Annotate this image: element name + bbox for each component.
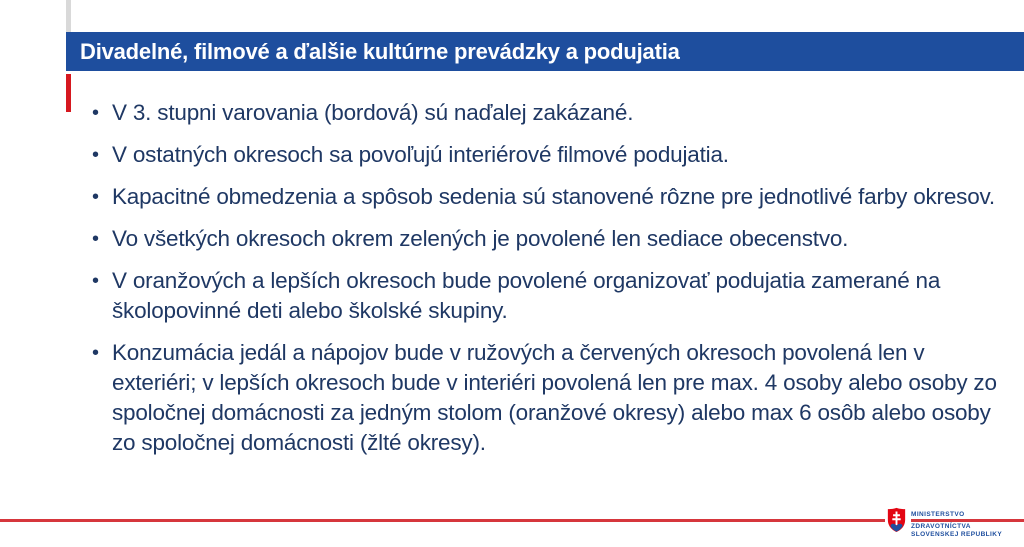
bullet-marker: • (92, 270, 99, 292)
bullet-text: Kapacitné obmedzenia a spôsob sedenia sú stanovené rôzne pre jednotlivé farby okresov. (112, 184, 995, 209)
bullet-list (92, 98, 1014, 458)
list-item (92, 98, 1014, 128)
bullet-text: V ostatných okresoch sa povoľujú interiérové filmové podujatia. (112, 142, 729, 167)
bullet-marker: • (92, 102, 99, 124)
bullet-text: Vo všetkých okresoch okrem zelených je povolené len sediace obecenstvo. (112, 226, 849, 251)
ministry-wordmark (911, 511, 1002, 539)
list-item (92, 224, 1014, 254)
ministry-line-2: ZDRAVOTNÍCTVA (911, 523, 971, 530)
top-gray-accent-bar (66, 0, 71, 32)
bullet-text: Konzumácia jedál a nápojov bude v ružových a červených okresoch povolená len v exteriéri; v lepších okresoch bude v interiéri povolená len pre max. 4 osoby alebo osoby zo spoločnej domácnosti za jedným stolom (oranžové okresy) alebo max 6 osôb alebo osoby zo spoločnej domácnosti (žlté okresy). (112, 340, 997, 455)
page-title: Divadelné, filmové a ďalšie kultúrne prevádzky a podujatia (80, 38, 680, 64)
slovak-coat-of-arms-icon (887, 507, 906, 533)
footer-divider-line-left (0, 519, 885, 522)
ministry-line-3: SLOVENSKEJ REPUBLIKY (911, 531, 1003, 538)
bullet-marker: • (92, 228, 99, 250)
ministry-line-1: MINISTERSTVO (911, 511, 965, 518)
list-item (92, 182, 1014, 212)
bullet-marker: • (92, 342, 99, 364)
list-item (92, 266, 1014, 326)
bullet-text: V 3. stupni varovania (bordová) sú naďalej zakázané. (112, 100, 634, 125)
slide-header-bar (66, 32, 1024, 71)
bullet-marker: • (92, 144, 99, 166)
red-accent-bar (66, 74, 71, 112)
list-item (92, 140, 1014, 170)
bullet-marker: • (92, 186, 99, 208)
bullet-list-section (92, 98, 1014, 470)
bullet-text: V oranžových a lepších okresoch bude povolené organizovať podujatia zamerané na školopovinné deti alebo školské skupiny. (112, 268, 941, 323)
list-item (92, 338, 1014, 458)
